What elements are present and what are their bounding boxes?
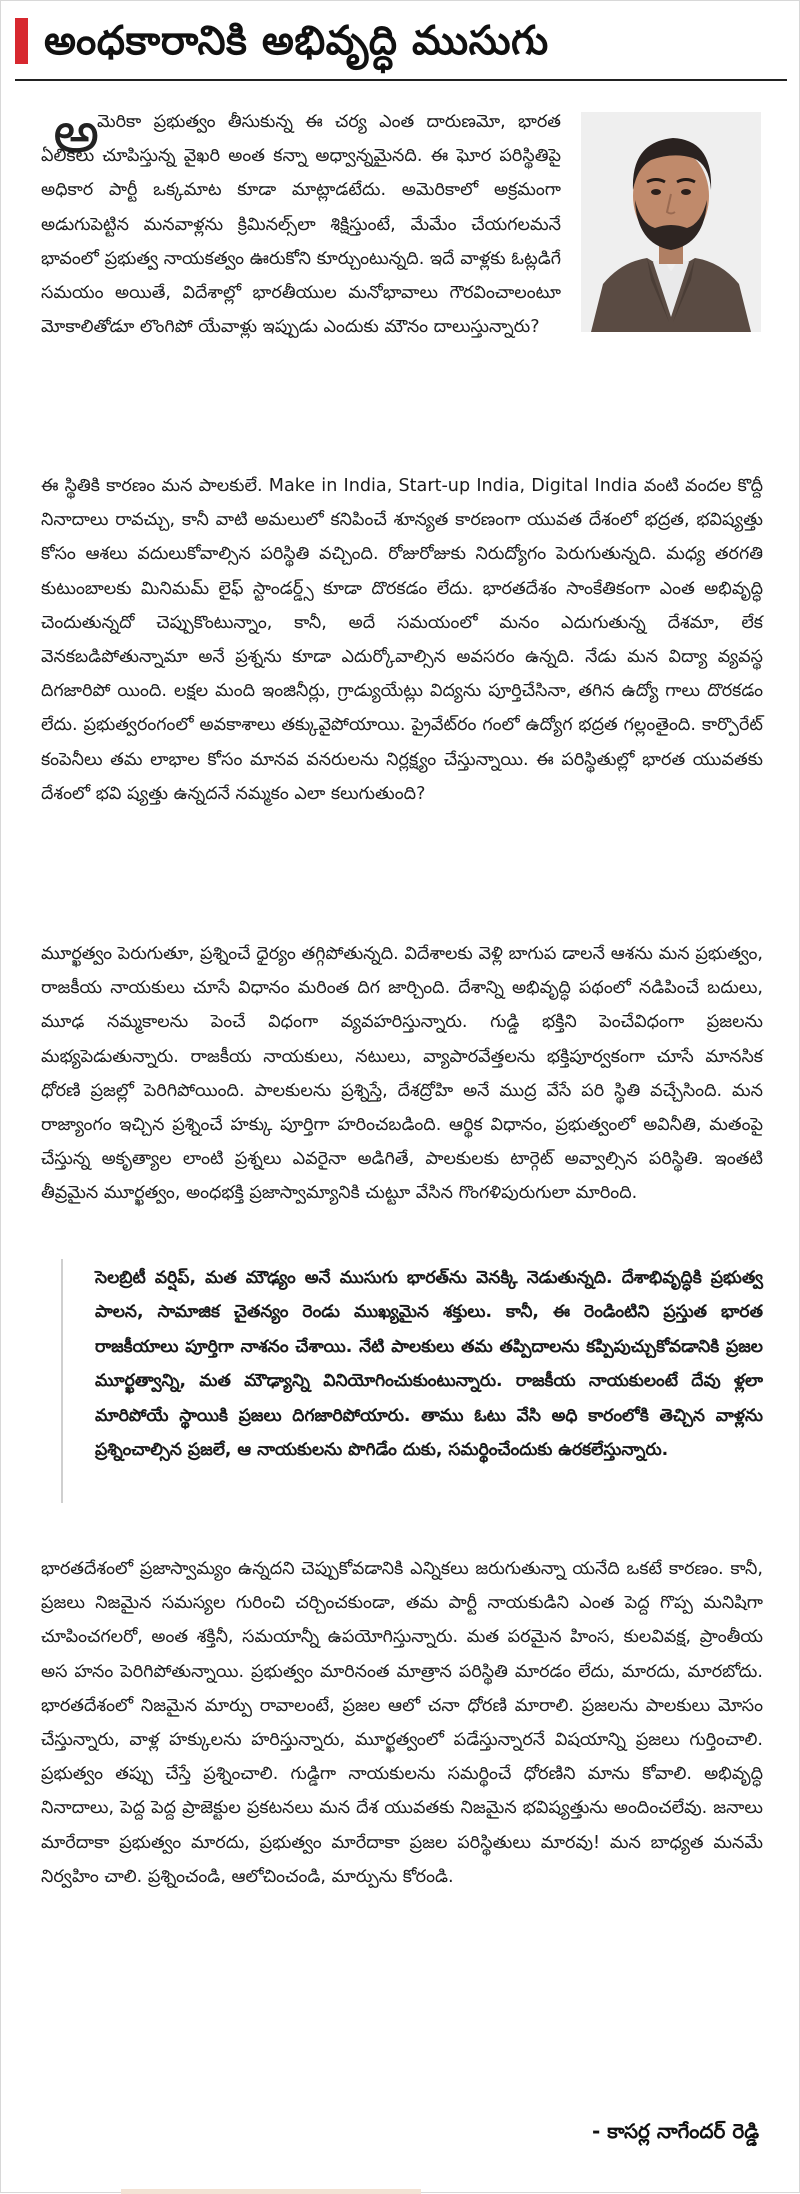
pull-quote: సెలబ్రిటీ వర్షిప్, మత మౌఢ్యం అనే ముసుగు భారత్‌ను వెనక్కి నెడుతున్నది. దేశాభివృద్ధికి ప్రభుత్వ పాలన, సామాజిక చైతన్యం రెండు ముఖ్యమైన శక్తులు. కానీ, ఈ రెండింటిని ప్రస్తుత భారత రాజకీయాలు పూర్తిగా నాశనం చేశాయి. నేటి పాలకులు తమ తప్పిదాలను కప్పిపుచ్చుకోవడానికి ప్రజల మూర్ఖత్వాన్ని, మత మౌఢ్యాన్ని వినియోగించుకుంటున్నారు. రాజకీయ నాయకులంటే దేవు ళ్లలా మారిపోయే స్థాయికి ప్రజలు దిగజారిపోయారు. తాము ఓటు వేసి అధి కారంలోకి తెచ్చిన వాళ్లను ప్రశ్నించాల్సిన ప్రజలే, ఆ నాయకులను పొగిడేం దుకు, సమర్థించేందుకు ఉరకలేస్తున్నారు. bbox=[95, 1268, 763, 1461]
paragraph-3: మూర్ఖత్వం పెరుగుతూ, ప్రశ్నించే ధైర్యం తగ్గిపోతున్నది. విదేశాలకు వెళ్లి బాగుప డాలనే ఆశను మన ప్రభుత్వం, రాజకీయ నాయకులు చూసే విధానం మరింత దిగ జార్చింది. దేశాన్ని అభివృద్ధి పథంలో నడిపించే బదులు, మూఢ నమ్మకాలను పెంచే విధంగా వ్యవహరిస్తున్నారు. గుడ్డి భక్తిని పెంచేవిధంగా ప్రజలను మభ్యపెడుతున్నారు. రాజకీయ నాయకులు, నటులు, వ్యాపారవేత్తలను భక్తిపూర్వకంగా చూసే మానసిక ధోరణి ప్రజల్లో పెరిగిపోయింది. పాలకులను ప్రశ్నిస్తే, దేశద్రోహి అనే ముద్ర వేసే పరి స్థితి వచ్చేసింది. మన రాజ్యాంగం ఇచ్చిన ప్రశ్నించే హక్కు పూర్తిగా హరించబడింది. ఆర్థిక విధానం, ప్రభుత్వంలో అవినీతి, మతంపై చేస్తున్న అకృత్యాల లాంటి ప్రశ్నలు ఎవరైనా అడిగితే, పాలకులకు టార్గెట్ అవ్వాల్సిన పరిస్థితి. ఇంతటి తీవ్రమైన మూర్ఖత్వం, అంధభక్తి ప్రజాస్వామ్యానికి చుట్టూ వేసిన గొంగళిపురుగులా మారింది. bbox=[41, 944, 763, 1204]
drop-cap: అ bbox=[53, 98, 100, 166]
paragraph-2: ఈ స్థితికి కారణం మన పాలకులే. Make in India, Start-up India, Digital India వంటి వందల కొద్దీ నినాదాలు రావచ్చు, కానీ వాటి అమలులో కనిపించే శూన్యత కారణంగా యువత దేశంలో భద్రత, భవిష్యత్తు కోసం ఆశలు వదులుకోవాల్సిన పరిస్థితి వచ్చింది. రోజురోజుకు నిరుద్యోగం పెరుగుతున్నది. మధ్య తరగతి కుటుంబాలకు మినిమమ్ లైఫ్ స్టాండర్డ్స్ కూడా దొరకడం లేదు. భారతదేశం సాంకేతికంగా ఎంత అభివృద్ధి చెందుతున్నదో చెప్పుకొంటున్నాం, కానీ, అదే సమయంలో మనం ఎదుగుతున్న దేశమా, లేక వెనకబడిపోతున్నామా అనే ప్రశ్నను కూడా ఎదుర్కోవాల్సిన అవసరం ఉన్నది. నేడు మన విద్యా వ్యవస్థ దిగజారిపో యింది. లక్షల మంది ఇంజినీర్లు, గ్రాడ్యుయేట్లు విద్యను పూర్తిచేసినా, తగిన ఉద్యో గాలు దొరకడం లేదు. ప్రభుత్వరంగంలో అవకాశాలు తక్కువైపోయాయి. ప్రైవేట్‌రం గంలో ఉద్యోగ భద్రత గల్లంతైంది. కార్పొరేట్ కంపెనీలు తమ లాభాల కోసం మానవ వనరులను నిర్లక్ష్యం చేస్తున్నాయి. ఈ పరిస్థితుల్లో భారత యువతకు దేశంలో భవి ష్యత్తు ఉన్నదనే నమ్మకం ఎలా కలుగుతుంది? bbox=[41, 476, 763, 804]
author-byline: - కాసర్ల నాగేందర్ రెడ్డి bbox=[591, 2119, 759, 2143]
paragraph-4: భారతదేశంలో ప్రజాస్వామ్యం ఉన్నదని చెప్పుకోవడానికి ఎన్నికలు జరుగుతున్నా యనేది ఒకటే కారణం. కానీ, ప్రజలు నిజమైన సమస్యల గురించి చర్చించకుండా, తమ పార్టీ నాయకుడిని ఎంత పెద్ద గొప్ప మనిషిగా చూపించగలరో, అంత శక్తినీ, సమయాన్నీ ఉపయోగిస్తున్నారు. మత పరమైన హింస, కులవివక్ష, ప్రాంతీయ అస హనం పెరిగిపోతున్నాయి. ప్రభుత్వం మారినంత మాత్రాన పరిస్థితి మారడం లేదు, మారదు, మారబోదు. భారతదేశంలో నిజమైన మార్పు రావాలంటే, ప్రజల ఆలో చనా ధోరణి మారాలి. ప్రజలను పాలకులు మోసం చేస్తున్నారు, వాళ్ల హక్కులను హరిస్తున్నారు, మూర్ఖత్వంలో పడేస్తున్నారనే విషయాన్ని ప్రజలు గుర్తించాలి. ప్రభుత్వం తప్పు చేస్తే ప్రశ్నించాలి. గుడ్డిగా నాయకులను సమర్థించే ధోరణిని మాను కోవాలి. అభివృద్ధి నినాదాలు, పెద్ద పెద్ద ప్రాజెక్టుల ప్రకటనలు మన దేశ యువతకు నిజమైన భవిష్యత్తును అందించలేవు. జనాలు మారేదాకా ప్రభుత్వం మారదు, ప్రభుత్వం మారేదాకా ప్రజల పరిస్థితులు మారవు! మన బాధ్యత మనమే నిర్వహిం చాలి. ప్రశ్నించండి, ఆలోచించండి, మార్పును కోరండి. bbox=[41, 1559, 763, 1887]
headline-divider bbox=[15, 79, 787, 81]
article-headline: అంధకారానికి అభివృద్ధి ముసుగు bbox=[44, 18, 549, 64]
pull-quote-rule bbox=[61, 1259, 63, 1503]
bottom-strip bbox=[121, 2189, 421, 2194]
headline-row bbox=[15, 11, 787, 71]
accent-bar bbox=[15, 18, 28, 64]
paragraph-1: మెరికా ప్రభుత్వం తీసుకున్న ఈ చర్య ఎంత దారుణమో, భారత ఏలికలు చూపిస్తున్న వైఖరి అంత కన్నా అధ్వాన్నమైనది. ఈ ఘోర పరిస్థితిపై అధికార పార్టీ ఒక్కమాట కూడా మాట్లాడటేదు. అమెరికాలో అక్రమంగా అడుగుపెట్టిన మనవాళ్లను క్రిమినల్స్‌లా శిక్షిస్తుంటే, మేమేం చేయగలమనే భావంలో ప్రభుత్వ నాయకత్వం ఊరుకోని కూర్చుంటున్నది. ఇదే వాళ్లకు ఓట్లడిగే సమయం అయితే, విదేశాల్లో భారతీయుల మనోభావాలు గౌరవించాలంటూ మోకాలితోడూ లొంగిపో యేవాళ్లు ఇప్పుడు ఎందుకు మౌనం దాలుస్తున్నారు? bbox=[41, 112, 561, 338]
author-portrait-icon bbox=[581, 112, 761, 332]
